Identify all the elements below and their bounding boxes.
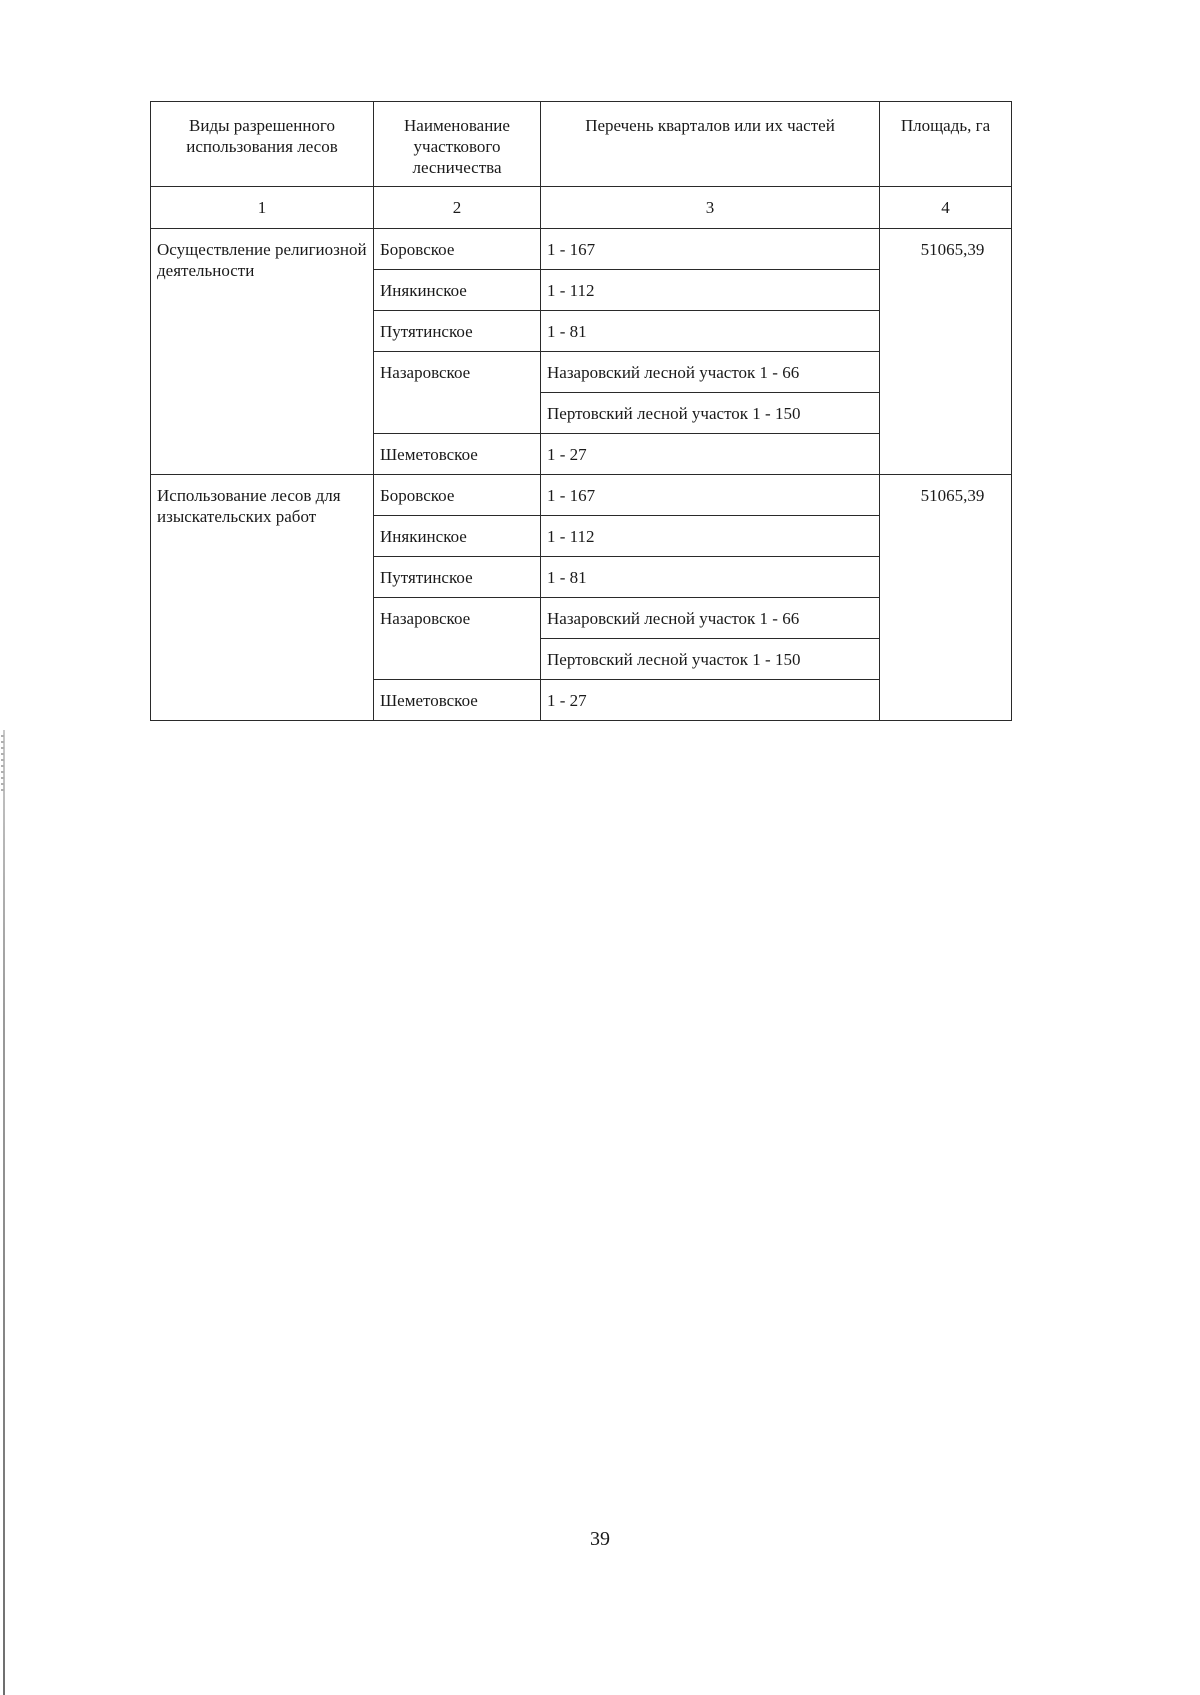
quarters-cell: Пертовский лесной участок 1 - 150 <box>541 639 880 680</box>
quarters-cell: Пертовский лесной участок 1 - 150 <box>541 393 880 434</box>
forestry-cell: Назаровское <box>374 352 541 434</box>
column-number: 1 <box>151 187 374 229</box>
column-number: 4 <box>880 187 1012 229</box>
use-type-cell: Использование лесов для изыскательских работ <box>151 475 374 721</box>
quarters-cell: 1 - 81 <box>541 557 880 598</box>
quarters-cell: 1 - 27 <box>541 434 880 475</box>
forestry-cell: Боровское <box>374 475 541 516</box>
area-cell: 51065,39 <box>880 475 1012 721</box>
header-use-type: Виды разрешенного использования лесов <box>151 102 374 187</box>
table-header-row <box>151 102 1012 187</box>
header-quarters: Перечень кварталов или их частей <box>541 102 880 187</box>
quarters-cell: 1 - 112 <box>541 516 880 557</box>
forestry-cell: Путятинское <box>374 557 541 598</box>
quarters-cell: 1 - 27 <box>541 680 880 721</box>
quarters-cell: 1 - 167 <box>541 229 880 270</box>
scan-edge-artifact <box>1 735 4 795</box>
use-type-cell: Осуществление религиозной деятельности <box>151 229 374 475</box>
forestry-cell: Путятинское <box>374 311 541 352</box>
column-number-row <box>151 187 1012 229</box>
header-forestry: Наименование участкового лесничества <box>374 102 541 187</box>
quarters-cell: Назаровский лесной участок 1 - 66 <box>541 598 880 639</box>
page-number: 39 <box>590 1528 610 1550</box>
forestry-cell: Инякинское <box>374 516 541 557</box>
quarters-cell: Назаровский лесной участок 1 - 66 <box>541 352 880 393</box>
forestry-cell: Инякинское <box>374 270 541 311</box>
table-row <box>151 229 1012 270</box>
table-row <box>151 475 1012 516</box>
forest-use-table <box>150 101 1012 721</box>
forestry-cell: Шеметовское <box>374 434 541 475</box>
column-number: 3 <box>541 187 880 229</box>
column-number: 2 <box>374 187 541 229</box>
header-area: Площадь, га <box>880 102 1012 187</box>
quarters-cell: 1 - 81 <box>541 311 880 352</box>
forestry-cell: Назаровское <box>374 598 541 680</box>
forestry-cell: Боровское <box>374 229 541 270</box>
area-cell: 51065,39 <box>880 229 1012 475</box>
forestry-cell: Шеметовское <box>374 680 541 721</box>
quarters-cell: 1 - 112 <box>541 270 880 311</box>
quarters-cell: 1 - 167 <box>541 475 880 516</box>
